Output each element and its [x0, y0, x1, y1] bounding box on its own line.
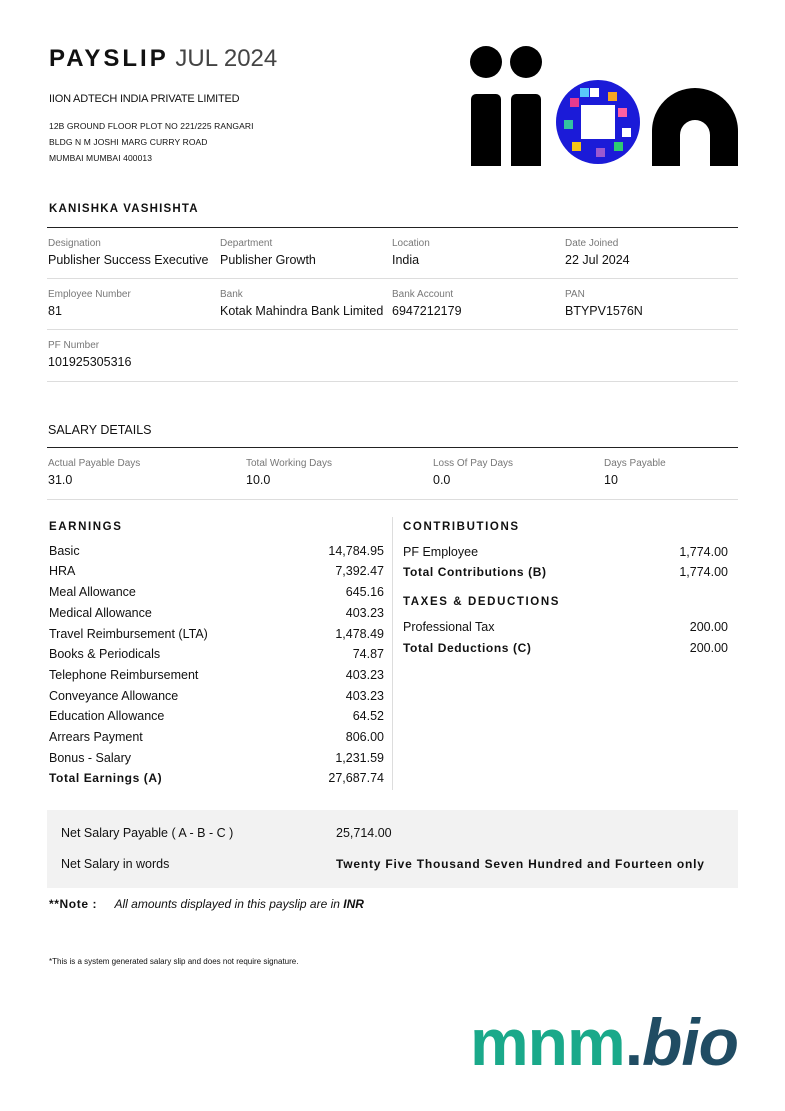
- earning-amount: 403.23: [345, 606, 384, 620]
- employee-number-value: 81: [48, 304, 62, 318]
- column-divider: [392, 517, 393, 790]
- employee-name: KANISHKA VASHISHTA: [49, 203, 199, 215]
- location-label: Location: [392, 238, 430, 249]
- salary-details-title: SALARY DETAILS: [48, 423, 152, 437]
- net-words-label: Net Salary in words: [61, 857, 170, 871]
- note-label: **Note :: [49, 897, 98, 911]
- watermark-part-1: mnm: [470, 1005, 625, 1079]
- deduction-label: Professional Tax: [403, 620, 495, 634]
- loss-of-pay-days-value: 0.0: [433, 473, 451, 487]
- payslip-title: [49, 44, 277, 74]
- note-text: All amounts displayed in this payslip are in: [114, 897, 344, 911]
- mnm-bio-watermark: [470, 1002, 738, 1082]
- designation-label: Designation: [48, 238, 101, 249]
- contribution-amount: 1,774.00: [679, 545, 728, 559]
- bank-account-value: 6947212179: [392, 304, 462, 318]
- total-earnings-label: Total Earnings (A): [49, 771, 163, 785]
- logo-dot-1: [470, 46, 502, 78]
- company-name: IION ADTECH INDIA PRIVATE LIMITED: [49, 93, 240, 105]
- earning-row: [49, 751, 384, 771]
- total-contributions-row: [403, 565, 728, 585]
- bank-value: Kotak Mahindra Bank Limited: [220, 304, 384, 318]
- total-deductions-label: Total Deductions (C): [403, 641, 532, 655]
- employee-number-label: Employee Number: [48, 289, 131, 300]
- divider: [47, 278, 738, 279]
- location-value: India: [392, 253, 420, 267]
- total-earnings-amount: 27,687.74: [328, 771, 384, 785]
- earning-row: [49, 647, 384, 667]
- earning-label: Conveyance Allowance: [49, 689, 179, 703]
- total-deductions-amount: 200.00: [689, 641, 728, 655]
- earning-amount: 1,231.59: [335, 751, 384, 765]
- days-payable-value: 10: [604, 473, 618, 487]
- divider: [47, 447, 738, 448]
- pf-number-label: PF Number: [48, 340, 100, 351]
- contributions-heading: CONTRIBUTIONS: [403, 521, 520, 533]
- divider: [47, 227, 738, 228]
- total-contributions-amount: 1,774.00: [679, 565, 728, 579]
- iion-logo: [470, 44, 740, 168]
- total-contributions-label: Total Contributions (B): [403, 565, 547, 579]
- earning-label: Arrears Payment: [49, 730, 143, 744]
- actual-payable-days-value: 31.0: [48, 473, 73, 487]
- pan-label: PAN: [565, 289, 585, 300]
- logo-dot-2: [510, 46, 542, 78]
- date-joined-label: Date Joined: [565, 238, 619, 249]
- days-payable-label: Days Payable: [604, 458, 666, 469]
- earning-row: [49, 730, 384, 750]
- watermark-part-2: bio: [642, 1005, 738, 1079]
- earning-row: [49, 585, 384, 605]
- divider: [47, 499, 738, 500]
- title-period: JUL 2024: [175, 45, 278, 72]
- system-generated-note: *This is a system generated salary slip and does not require signature.: [49, 957, 299, 966]
- net-payable-label: Net Salary Payable ( A - B - C ): [61, 826, 234, 840]
- earning-amount: 1,478.49: [335, 627, 384, 641]
- total-working-days-value: 10.0: [246, 473, 271, 487]
- divider: [47, 381, 738, 382]
- company-address-line-3: MUMBAI MUMBAI 400013: [49, 153, 153, 163]
- earning-row: [49, 544, 384, 564]
- actual-payable-days-label: Actual Payable Days: [48, 458, 141, 469]
- contribution-label: PF Employee: [403, 545, 479, 559]
- loss-of-pay-days-label: Loss Of Pay Days: [433, 458, 514, 469]
- pan-value: BTYPV1576N: [565, 304, 643, 318]
- currency-note: [49, 897, 364, 911]
- earning-label: Telephone Reimbursement: [49, 668, 199, 682]
- date-joined-value: 22 Jul 2024: [565, 253, 630, 267]
- earning-label: Books & Periodicals: [49, 647, 161, 661]
- deductions-heading: TAXES & DEDUCTIONS: [403, 596, 561, 608]
- logo-stem-1: [471, 94, 501, 166]
- earning-label: Medical Allowance: [49, 606, 152, 620]
- total-working-days-label: Total Working Days: [246, 458, 332, 469]
- total-earnings-row: [49, 771, 384, 791]
- deduction-row: [403, 620, 728, 640]
- net-salary-box: [47, 810, 738, 888]
- title-label: PAYSLIP: [49, 45, 169, 72]
- earning-label: Basic: [49, 544, 80, 558]
- earning-row: [49, 606, 384, 626]
- logo-pixel-ring: [556, 80, 640, 164]
- divider: [47, 329, 738, 330]
- earning-amount: 74.87: [352, 647, 384, 661]
- earning-row: [49, 689, 384, 709]
- earning-amount: 403.23: [345, 689, 384, 703]
- note-currency: INR: [343, 897, 364, 911]
- earnings-heading: EARNINGS: [49, 521, 123, 533]
- earning-amount: 14,784.95: [328, 544, 384, 558]
- department-value: Publisher Growth: [220, 253, 316, 267]
- earning-label: Meal Allowance: [49, 585, 136, 599]
- earning-label: Bonus - Salary: [49, 751, 131, 765]
- earning-row: [49, 709, 384, 729]
- earning-amount: 64.52: [352, 709, 384, 723]
- company-address-line-2: BLDG N M JOSHI MARG CURRY ROAD: [49, 137, 208, 147]
- earning-row: [49, 564, 384, 584]
- deduction-amount: 200.00: [689, 620, 728, 634]
- contribution-row: [403, 545, 728, 565]
- earning-amount: 806.00: [345, 730, 384, 744]
- bank-label: Bank: [220, 289, 243, 300]
- designation-value: Publisher Success Executive: [48, 253, 209, 267]
- pf-number-value: 101925305316: [48, 355, 132, 369]
- earning-label: Travel Reimbursement (LTA): [49, 627, 208, 641]
- net-payable-value: 25,714.00: [336, 826, 392, 840]
- total-deductions-row: [403, 641, 728, 661]
- earning-label: Education Allowance: [49, 709, 165, 723]
- earning-amount: 7,392.47: [335, 564, 384, 578]
- company-address-line-1: 12B GROUND FLOOR PLOT NO 221/225 RANGARI: [49, 121, 254, 131]
- earning-amount: 645.16: [345, 585, 384, 599]
- earning-label: HRA: [49, 564, 76, 578]
- bank-account-label: Bank Account: [392, 289, 454, 300]
- net-words-value: Twenty Five Thousand Seven Hundred and Fourteen only: [336, 857, 705, 871]
- watermark-dot: .: [624, 1005, 643, 1079]
- earning-row: [49, 627, 384, 647]
- department-label: Department: [220, 238, 273, 249]
- earning-row: [49, 668, 384, 688]
- earning-amount: 403.23: [345, 668, 384, 682]
- logo-stem-2: [511, 94, 541, 166]
- logo-letter-n: [652, 88, 738, 166]
